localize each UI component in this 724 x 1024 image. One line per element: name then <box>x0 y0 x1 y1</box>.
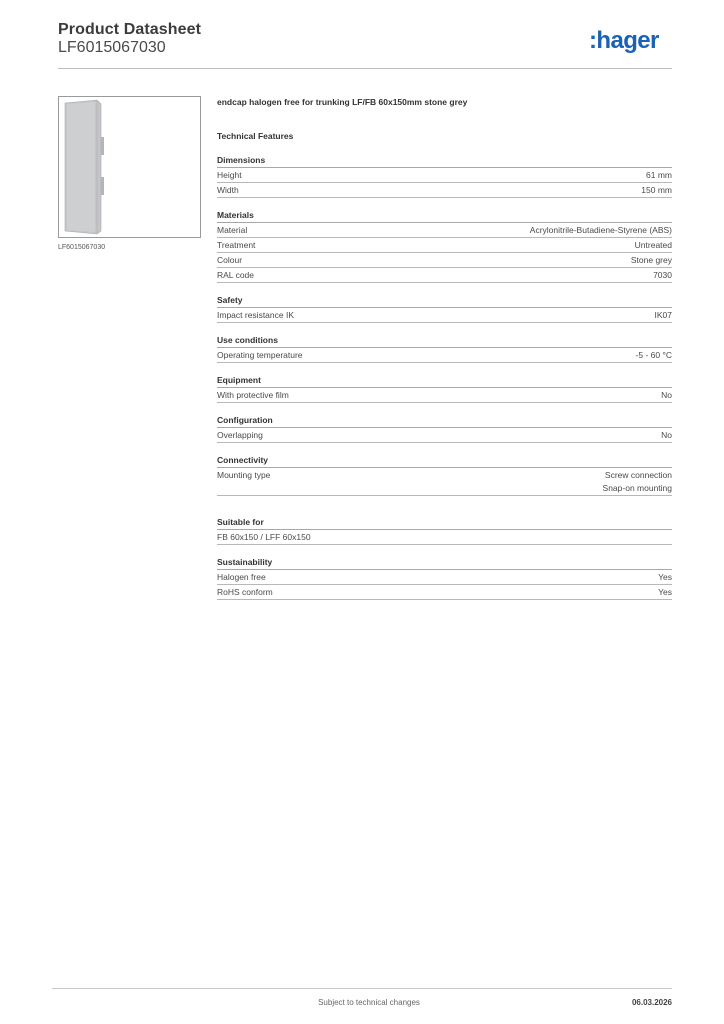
spec-value: No <box>661 390 672 400</box>
spec-label: Treatment <box>217 240 256 250</box>
section-title: Dimensions <box>217 154 672 168</box>
spec-label: Colour <box>217 255 243 265</box>
section-suitable-for <box>217 516 672 545</box>
product-image-frame <box>58 96 201 238</box>
section-sustainability <box>217 556 672 600</box>
product-code: LF6015067030 <box>58 39 166 56</box>
spec-row <box>217 570 672 585</box>
header-divider <box>58 68 672 69</box>
spec-row <box>217 168 672 183</box>
section-equipment <box>217 374 672 403</box>
spec-row <box>217 585 672 600</box>
spec-row <box>217 238 672 253</box>
section-title: Safety <box>217 294 672 308</box>
section-title: Configuration <box>217 414 672 428</box>
section-title: Connectivity <box>217 454 672 468</box>
section-title: Materials <box>217 209 672 223</box>
section-title: Sustainability <box>217 556 672 570</box>
spec-row <box>217 223 672 238</box>
spec-value: 7030 <box>653 270 672 280</box>
section-title: Use conditions <box>217 334 672 348</box>
spec-label: Height <box>217 170 242 180</box>
spec-value: Yes <box>658 572 672 582</box>
page-title: Product Datasheet <box>58 21 202 38</box>
spec-row <box>217 183 672 198</box>
image-caption: LF6015067030 <box>58 244 106 251</box>
product-description: endcap halogen free for trunking LF/FB 60x150mm stone grey <box>217 97 468 107</box>
hager-logo: :hager <box>589 27 659 54</box>
section-safety <box>217 294 672 323</box>
spec-row <box>217 253 672 268</box>
section-title: Equipment <box>217 374 672 388</box>
spec-content <box>217 95 672 600</box>
spec-label: Impact resistance IK <box>217 310 295 320</box>
spec-label: With protective film <box>217 390 289 400</box>
spec-value: 61 mm <box>646 170 672 180</box>
spec-label: RoHS conform <box>217 587 273 597</box>
spec-row <box>217 348 672 363</box>
spec-value: No <box>661 430 672 440</box>
spec-label: Halogen free <box>217 572 266 582</box>
spec-row <box>217 468 672 496</box>
spec-row <box>217 308 672 323</box>
spec-row <box>217 530 672 545</box>
section-use-conditions <box>217 334 672 363</box>
section-configuration <box>217 414 672 443</box>
product-image <box>59 97 200 237</box>
footer-date: 06.03.2026 <box>631 998 672 1007</box>
spec-value: Acrylonitrile-Butadiene-Styrene (ABS) <box>529 225 672 235</box>
spec-label: Mounting type <box>217 470 271 480</box>
spec-value: -5 - 60 °C <box>635 350 672 360</box>
spec-row <box>217 428 672 443</box>
spec-label: RAL code <box>217 270 255 280</box>
section-title: Suitable for <box>217 516 672 530</box>
spec-value: Yes <box>658 587 672 597</box>
spec-value: Untreated <box>634 240 672 250</box>
footer-divider <box>52 988 672 989</box>
spec-row <box>217 268 672 283</box>
spec-label: FB 60x150 / LFF 60x150 <box>217 532 311 542</box>
spec-value: IK07 <box>654 310 672 320</box>
section-dimensions <box>217 154 672 198</box>
spec-value: Stone grey <box>630 255 672 265</box>
spec-row <box>217 388 672 403</box>
spec-label: Operating temperature <box>217 350 303 360</box>
spec-label: Width <box>217 185 239 195</box>
spec-value: 150 mm <box>641 185 672 195</box>
footer-note: Subject to technical changes <box>318 998 420 1007</box>
section-connectivity <box>217 454 672 496</box>
section-materials <box>217 209 672 283</box>
spec-label: Material <box>217 225 248 235</box>
spec-label: Overlapping <box>217 430 263 440</box>
technical-features-heading: Technical Features <box>217 131 294 141</box>
spec-value: Screw connection Snap-on mounting <box>602 470 672 493</box>
